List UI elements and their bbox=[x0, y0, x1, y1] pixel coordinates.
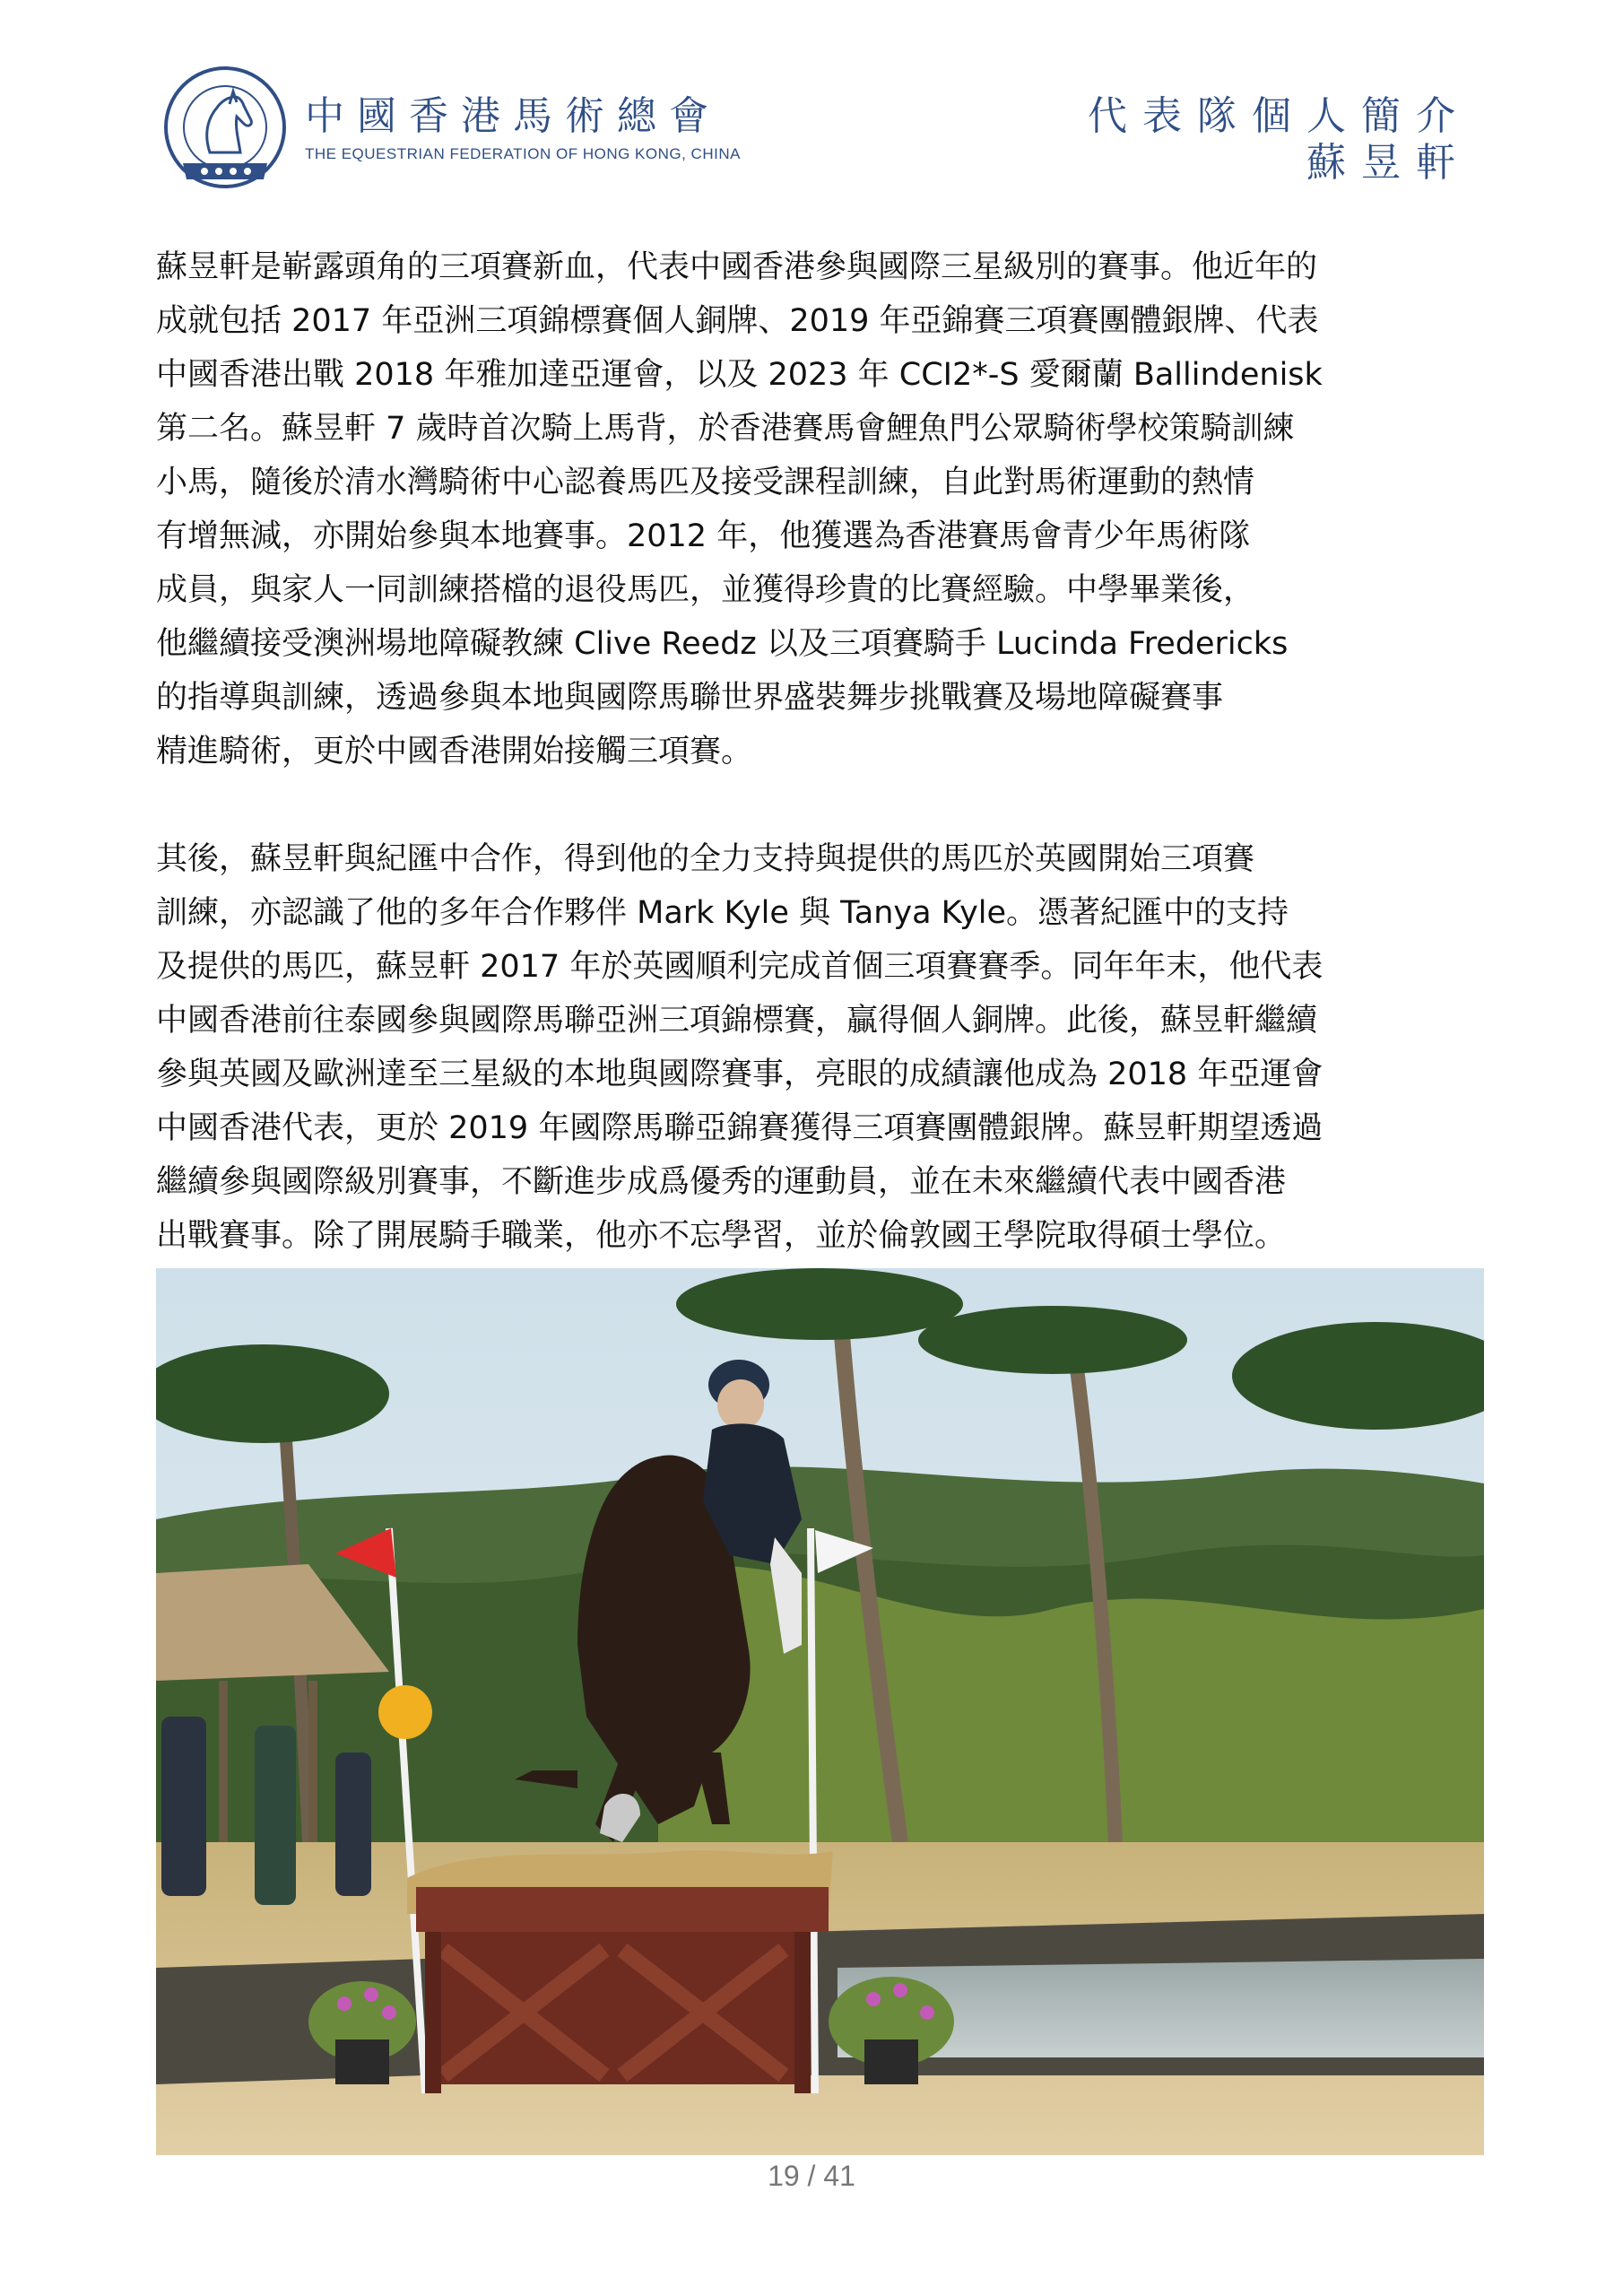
document-title bbox=[1088, 93, 1471, 187]
text-line: 成就包括 2017 年亞洲三項錦標賽個人銅牌、2019 年亞錦賽三項賽團體銀牌、代表 bbox=[156, 303, 1319, 339]
text-line: 中國香港代表，更於 2019 年國際馬聯亞錦賽獲得三項賽團體銀牌。蘇昱軒期望透過 bbox=[156, 1110, 1324, 1146]
text-line: 出戰賽事。除了開展騎手職業，他亦不忘學習，並於倫敦國王學院取得碩士學位。 bbox=[156, 1218, 1287, 1254]
text-line: 第二名。蘇昱軒 7 歲時首次騎上馬背，於香港賽馬會鯉魚門公眾騎術學校策騎訓練 bbox=[156, 411, 1295, 447]
biography-text bbox=[156, 240, 1483, 1263]
page-number: 19 / 41 bbox=[768, 2160, 855, 2192]
paragraph-2 bbox=[156, 832, 1483, 1263]
text-line: 的指導與訓練，透過參與本地與國際馬聯世界盛裝舞步挑戰賽及場地障礙賽事 bbox=[156, 680, 1224, 716]
org-name-chinese: 中國香港馬術總會 bbox=[305, 93, 721, 139]
paragraph-1 bbox=[156, 240, 1483, 778]
org-name-english: THE EQUESTRIAN FEDERATION OF HONG KONG, CHINA bbox=[305, 145, 741, 162]
text-line: 訓練，亦認識了他的多年合作夥伴 Mark Kyle 與 Tanya Kyle。憑著紀匯中的支持 bbox=[156, 895, 1289, 931]
text-line: 中國香港出戰 2018 年雅加達亞運會，以及 2023 年 CCI2*-S 愛爾蘭 Ballindenisk bbox=[156, 357, 1323, 393]
text-line: 成員，與家人一同訓練搭檔的退役馬匹，並獲得珍貴的比賽經驗。中學畢業後， bbox=[156, 572, 1255, 608]
text-line: 繼續參與國際級別賽事，不斷進步成爲優秀的運動員，並在未來繼續代表中國香港 bbox=[156, 1164, 1287, 1200]
text-line: 中國香港前往泰國參與國際馬聯亞洲三項錦標賽，贏得個人銅牌。此後，蘇昱軒繼續 bbox=[156, 1003, 1318, 1039]
text-line: 參與英國及歐洲達至三星級的本地與國際賽事，亮眼的成績讓他成為 2018 年亞運會 bbox=[156, 1057, 1324, 1092]
text-line: 有增無減，亦開始參與本地賽事。2012 年，他獲選為香港賽馬會青少年馬術隊 bbox=[156, 518, 1251, 554]
paragraph-spacer bbox=[156, 778, 1483, 832]
profile-title: 代表隊個人簡介 bbox=[1088, 93, 1471, 139]
organization-name bbox=[305, 93, 741, 163]
text-line: 蘇昱軒是嶄露頭角的三項賽新血，代表中國香港參與國際三星級別的賽事。他近年的 bbox=[156, 249, 1318, 285]
text-line: 精進騎術，更於中國香港開始接觸三項賽。 bbox=[156, 734, 753, 770]
athlete-name: 蘇昱軒 bbox=[1306, 140, 1471, 186]
text-line: 他繼續接受澳洲場地障礙教練 Clive Reedz 以及三項賽騎手 Lucinda Fredericks bbox=[156, 626, 1289, 662]
federation-logo bbox=[158, 65, 292, 199]
text-line: 小馬，隨後於清水灣騎術中心認養馬匹及接受課程訓練，自此對馬術運動的熱情 bbox=[156, 465, 1255, 500]
page-header bbox=[0, 0, 1623, 224]
eventing-jump-photo bbox=[156, 1268, 1484, 2155]
text-line: 其後，蘇昱軒與紀匯中合作，得到他的全力支持與提供的馬匹於英國開始三項賽 bbox=[156, 841, 1255, 877]
text-line: 及提供的馬匹，蘇昱軒 2017 年於英國順利完成首個三項賽賽季。同年年末，他代表 bbox=[156, 949, 1324, 985]
